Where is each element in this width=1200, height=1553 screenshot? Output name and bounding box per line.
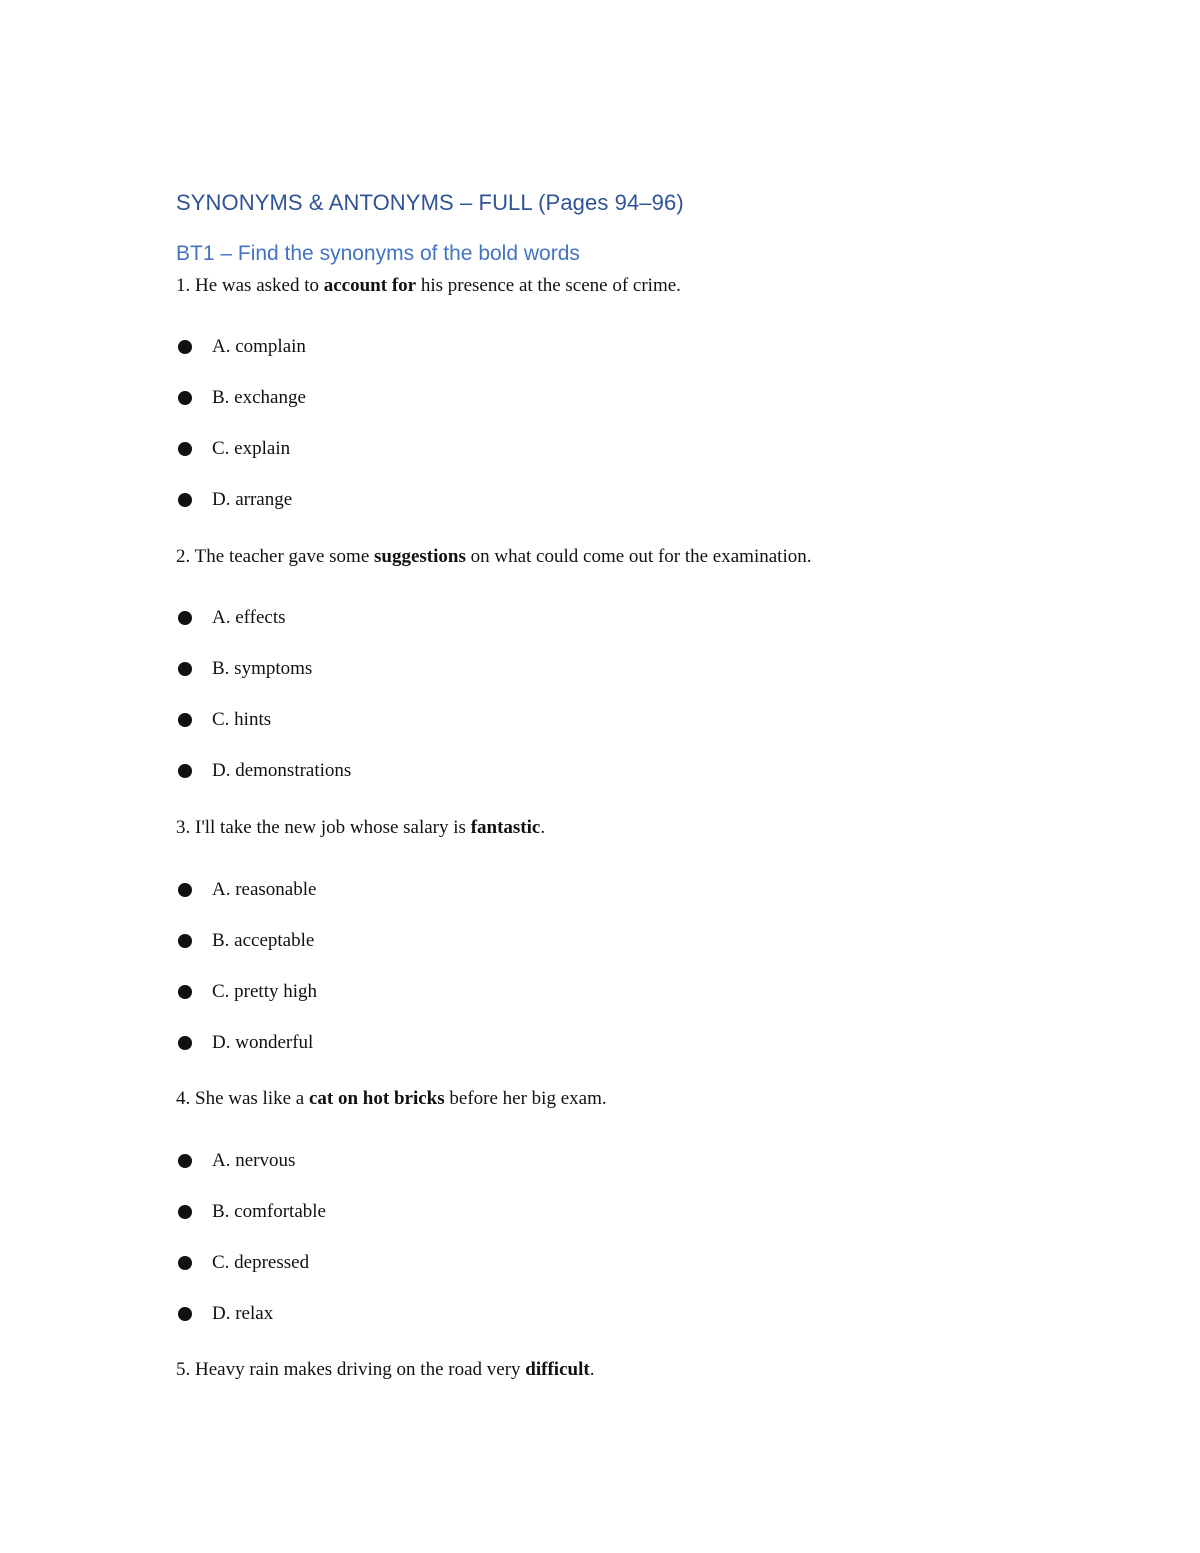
question-1-option-a [176,335,306,359]
question-1 [176,275,681,297]
bullet-icon [178,764,192,778]
option-label: B. acceptable [212,930,315,951]
question-3-suffix: . [540,817,546,838]
question-2-option-c [176,708,271,732]
document-title: SYNONYMS & ANTONYMS – FULL (Pages 94–96) [176,190,684,215]
bullet-icon [178,1154,192,1168]
option-label: B. comfortable [212,1201,326,1222]
question-3 [176,817,545,839]
question-3-option-d [176,1031,313,1055]
bullet-icon [178,611,192,625]
bullet-icon [178,662,192,676]
question-1-bold-term: account for [323,275,417,296]
option-label: D. wonderful [212,1032,314,1053]
bullet-icon [178,1036,192,1050]
bullet-icon [178,1307,192,1321]
option-label: C. pretty high [212,981,318,1002]
bullet-icon [178,985,192,999]
question-3-option-b [176,929,314,953]
question-1-suffix: his presence at the scene of crime. [416,275,681,296]
question-1-option-b [176,386,306,410]
option-label: B. symptoms [212,658,313,679]
section-heading: BT1 – Find the synonyms of the bold words [176,242,580,265]
question-4 [176,1088,607,1110]
bullet-icon [178,934,192,948]
question-5-bold-term: difficult [525,1359,590,1380]
option-label: D. relax [212,1303,274,1324]
bullet-icon [178,1205,192,1219]
bullet-icon [178,713,192,727]
question-4-option-c [176,1251,309,1275]
question-2-option-b [176,657,312,681]
question-2-bold-term: suggestions [374,546,466,567]
bullet-icon [178,493,192,507]
question-4-option-d [176,1302,273,1326]
question-3-bold-term: fantastic [470,817,541,838]
question-2-option-a [176,606,286,630]
question-3-option-a [176,878,316,902]
option-label: A. nervous [212,1150,296,1171]
option-label: A. effects [212,607,286,628]
option-label: C. explain [212,438,291,459]
question-5-prefix: 5. Heavy rain makes driving on the road very [176,1359,526,1380]
question-1-option-c [176,437,290,461]
question-4-option-b [176,1200,326,1224]
question-2-suffix: on what could come out for the examination. [465,546,812,567]
question-4-prefix: 4. She was like a [176,1088,309,1109]
question-1-prefix: 1. He was asked to [176,275,324,296]
option-label: B. exchange [212,387,306,408]
option-label: A. reasonable [212,879,317,900]
question-2 [176,546,811,568]
question-2-option-d [176,759,351,783]
bullet-icon [178,1256,192,1270]
question-4-bold-term: cat on hot bricks [308,1088,445,1109]
question-4-suffix: before her big exam. [444,1088,607,1109]
bullet-icon [178,391,192,405]
option-label: D. demonstrations [212,760,352,781]
option-label: C. hints [212,709,272,730]
question-5 [176,1359,594,1381]
bullet-icon [178,340,192,354]
option-label: A. complain [212,336,306,357]
question-1-option-d [176,488,292,512]
question-2-prefix: 2. The teacher gave some [176,546,375,567]
question-5-suffix: . [589,1359,595,1380]
question-4-option-a [176,1149,295,1173]
bullet-icon [178,442,192,456]
question-3-prefix: 3. I'll take the new job whose salary is [176,817,471,838]
option-label: C. depressed [212,1252,310,1273]
option-label: D. arrange [212,489,293,510]
question-3-option-c [176,980,317,1004]
bullet-icon [178,883,192,897]
